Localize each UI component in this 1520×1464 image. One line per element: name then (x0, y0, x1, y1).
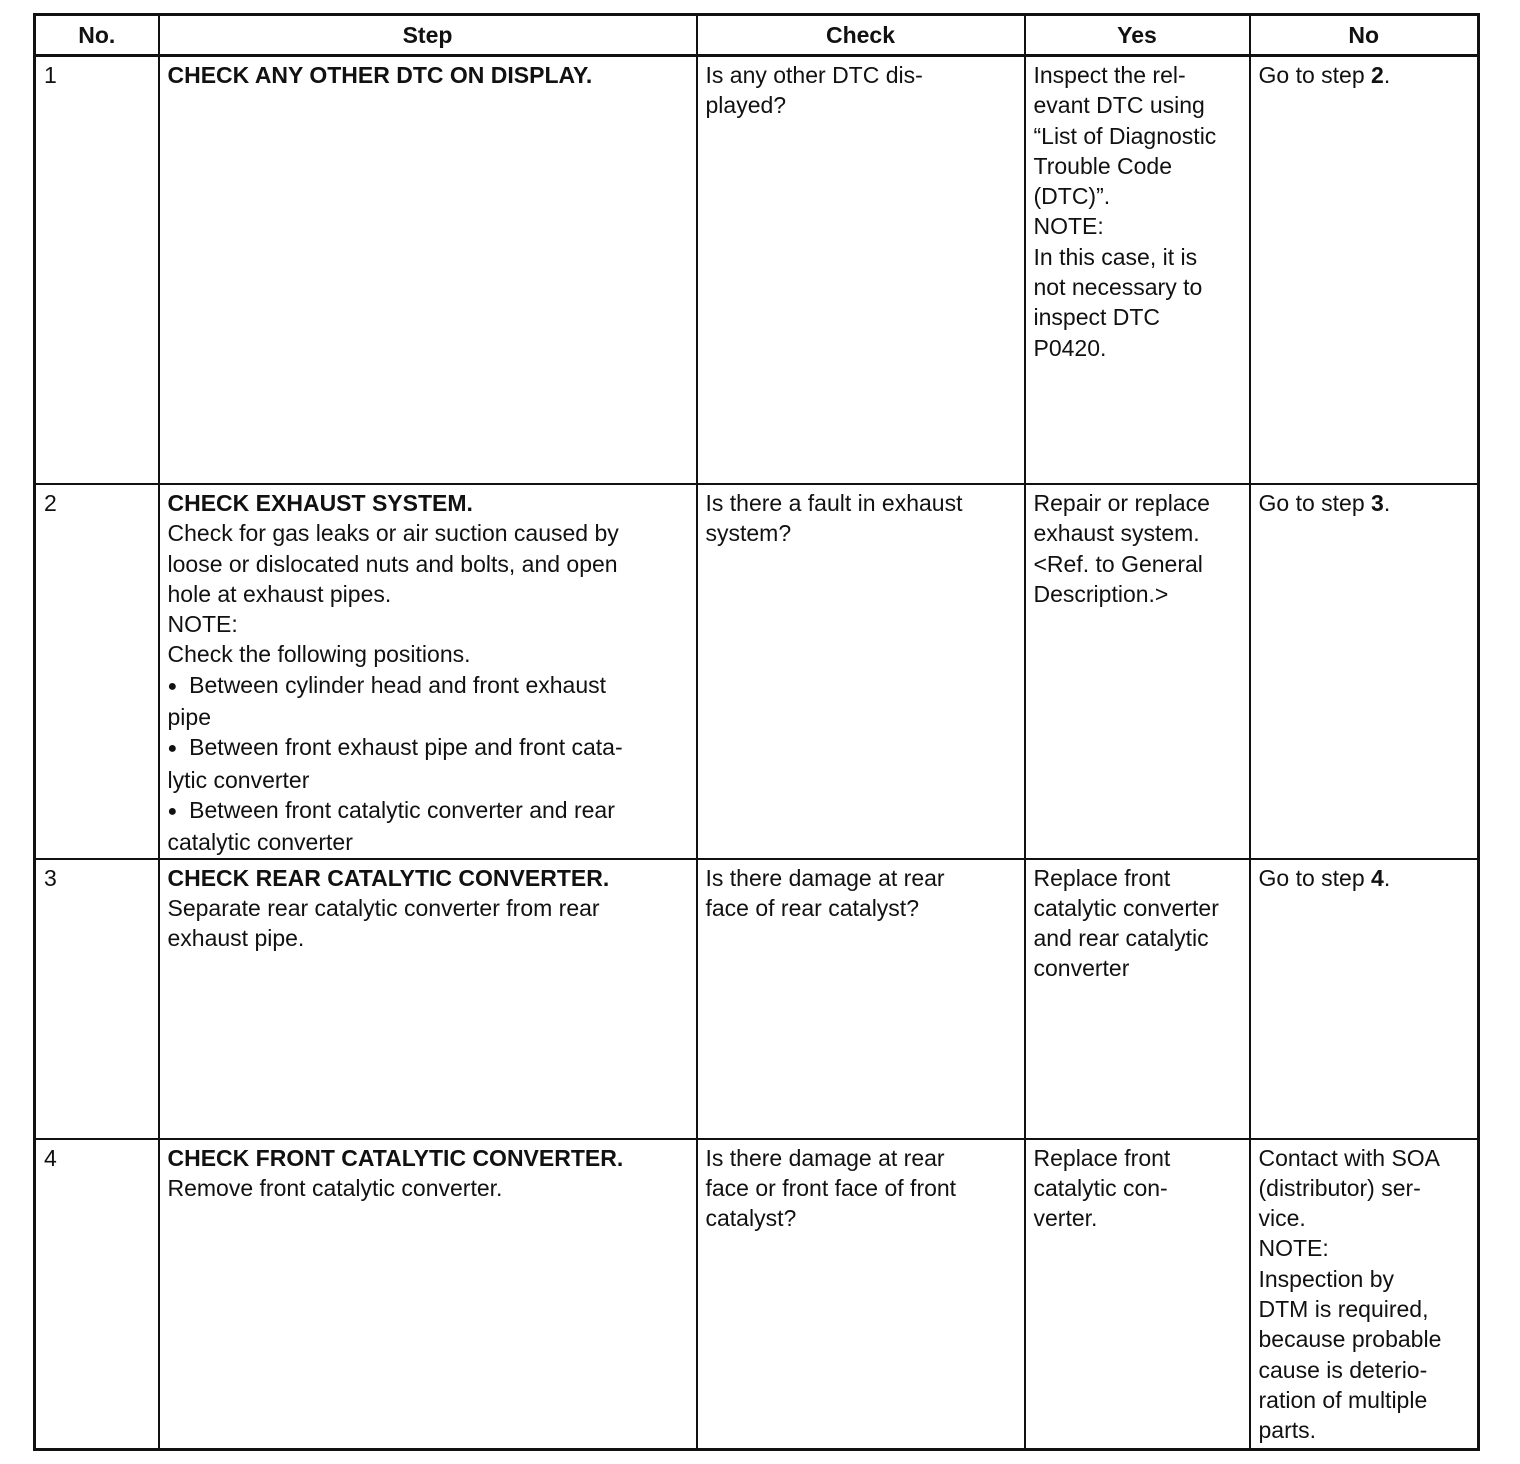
yes-line: Inspect the rel- (1033, 62, 1186, 88)
bullet-item: ● Between front catalytic converter and rear (168, 795, 688, 827)
no-cell (1250, 859, 1479, 1139)
step-line: Separate rear catalytic converter from rear (167, 894, 600, 921)
header-yes: Yes (1025, 15, 1250, 56)
step-title: CHECK FRONT CATALYTIC CONVERTER. (167, 1144, 624, 1171)
no-suffix: . (1383, 490, 1391, 516)
diagnostic-table (33, 13, 1480, 1451)
yes-line: inspect DTC (1033, 304, 1161, 331)
check-cell (697, 484, 1025, 859)
no-cell (1250, 1139, 1479, 1450)
step-title: CHECK REAR CATALYTIC CONVERTER. (167, 864, 610, 891)
check-cell (697, 56, 1025, 485)
bullet-item-continuation: catalytic converter (167, 829, 353, 856)
check-line: played? (705, 92, 787, 119)
step-reference: 4 (1371, 864, 1384, 891)
check-line: Is any other DTC dis- (705, 62, 923, 88)
no-line: parts. (1258, 1417, 1317, 1444)
yes-line: and rear catalytic (1033, 925, 1209, 952)
yes-line: P0420. (1033, 334, 1107, 361)
no-line: ration of multiple (1258, 1386, 1428, 1413)
step-line: Remove front catalytic converter. (167, 1174, 503, 1201)
no-line: NOTE: (1258, 1235, 1329, 1262)
step-title: CHECK EXHAUST SYSTEM. (167, 490, 473, 516)
check-cell (697, 859, 1025, 1139)
yes-line: Repair or replace (1033, 490, 1210, 516)
yes-line: evant DTC using (1033, 92, 1205, 119)
table-row (35, 859, 1479, 1139)
step-line: Check for gas leaks or air suction caused by (167, 520, 619, 547)
yes-line: exhaust system. (1033, 520, 1200, 547)
no-line: DTM is required, (1258, 1296, 1429, 1323)
check-line: Is there a fault in exhaust (705, 490, 963, 516)
check-line: system? (705, 520, 792, 547)
yes-line: Description.> (1033, 580, 1169, 607)
no-prefix: Go to step (1258, 490, 1372, 516)
no-line: vice. (1258, 1205, 1306, 1232)
yes-line: verter. (1033, 1205, 1098, 1232)
row-number: 1 (35, 56, 159, 485)
table-row (35, 1139, 1479, 1450)
header-check: Check (697, 15, 1025, 56)
step-title: CHECK ANY OTHER DTC ON DISPLAY. (167, 62, 593, 88)
header-step: Step (159, 15, 697, 56)
check-line: catalyst? (705, 1205, 797, 1232)
row-number: 2 (35, 484, 159, 859)
step-line: exhaust pipe. (167, 925, 305, 952)
no-suffix: . (1383, 864, 1391, 891)
yes-line: catalytic converter (1033, 894, 1219, 921)
no-line: cause is deterio- (1258, 1356, 1428, 1383)
no-line: (distributor) ser- (1258, 1174, 1421, 1201)
step-cell (159, 859, 697, 1139)
no-line: Contact with SOA (1258, 1144, 1441, 1171)
no-line: Inspection by (1258, 1265, 1395, 1292)
yes-line: converter (1033, 955, 1130, 982)
header-no-result: No (1250, 15, 1479, 56)
bullet-item: ● Between front exhaust pipe and front cata- (168, 732, 688, 764)
no-suffix: . (1383, 62, 1391, 88)
yes-cell (1025, 859, 1250, 1139)
bullet-item-continuation: pipe (167, 704, 211, 731)
no-line: because probable (1258, 1326, 1442, 1353)
yes-line: catalytic con- (1033, 1174, 1168, 1201)
yes-line: NOTE: (1033, 213, 1104, 240)
check-line: Is there damage at rear (705, 864, 945, 891)
step-reference: 2 (1371, 62, 1384, 88)
yes-line: Trouble Code (1033, 152, 1173, 179)
row-number: 4 (35, 1139, 159, 1450)
no-cell (1250, 484, 1479, 859)
step-cell (159, 484, 697, 859)
table-row (35, 56, 1479, 485)
check-line: face of rear catalyst? (705, 894, 919, 921)
yes-line: In this case, it is (1033, 243, 1198, 270)
check-line: face or front face of front (705, 1174, 957, 1201)
no-prefix: Go to step (1258, 864, 1372, 891)
yes-line: “List of Diagnostic (1033, 122, 1217, 149)
yes-line: not necessary to (1033, 274, 1203, 301)
check-line: Is there damage at rear (705, 1144, 945, 1171)
yes-cell (1025, 484, 1250, 859)
yes-line: Replace front (1033, 1144, 1171, 1171)
no-cell (1250, 56, 1479, 485)
step-reference: 3 (1371, 490, 1384, 516)
step-cell (159, 56, 697, 485)
yes-line: <Ref. to General (1033, 550, 1203, 577)
bullet-item: ● Between cylinder head and front exhaust (168, 670, 688, 702)
yes-cell (1025, 1139, 1250, 1450)
header-row (35, 15, 1479, 56)
row-number: 3 (35, 859, 159, 1139)
no-prefix: Go to step (1258, 62, 1372, 88)
step-cell (159, 1139, 697, 1450)
yes-line: Replace front (1033, 864, 1171, 891)
step-line: loose or dislocated nuts and bolts, and open (167, 550, 618, 577)
header-no: No. (35, 15, 159, 56)
table-row (35, 484, 1479, 859)
check-cell (697, 1139, 1025, 1450)
yes-cell (1025, 56, 1250, 485)
step-line: hole at exhaust pipes. (167, 580, 392, 607)
bullet-item-continuation: lytic converter (167, 766, 310, 793)
yes-line: (DTC)”. (1033, 183, 1111, 210)
step-line: NOTE: (167, 611, 238, 638)
step-line: Check the following positions. (167, 641, 471, 668)
